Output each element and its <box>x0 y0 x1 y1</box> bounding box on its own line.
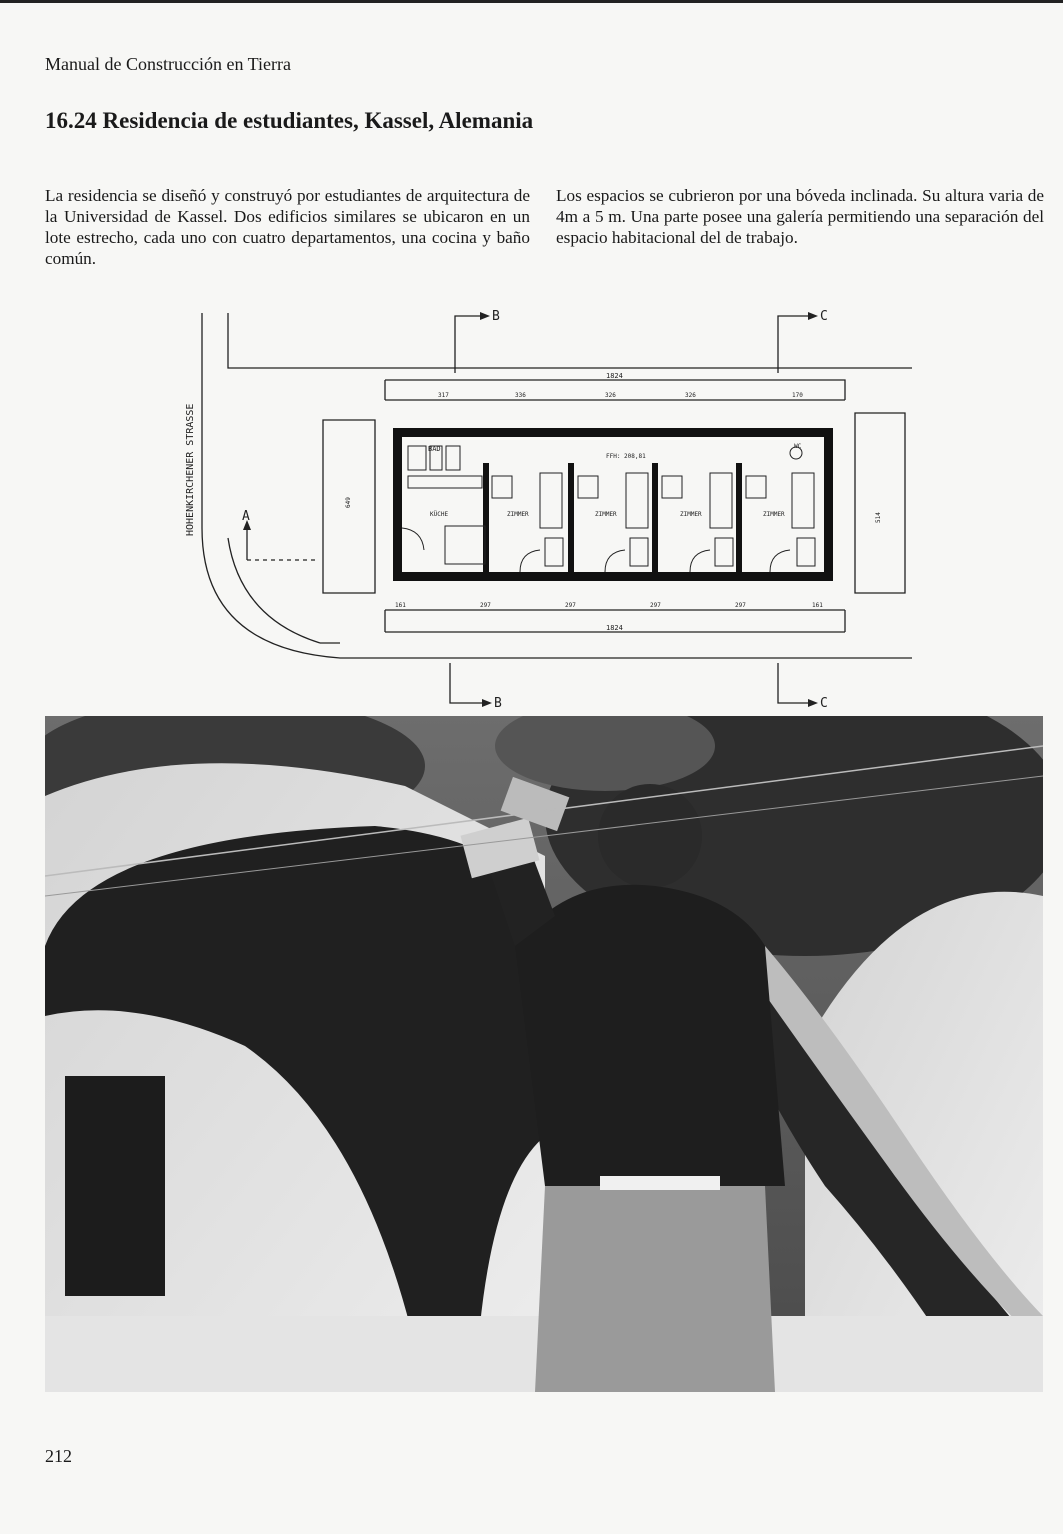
paragraph-left: La residencia se diseñó y construyó por estudiantes de arquitectura de la Universidad de Kassel. Dos edificios similares se ubicaron en un lote estrecho, cada uno con cuatro departamentos, una cocina y baño común. <box>45 186 530 268</box>
room-label-zimmer-3: ZIMMER <box>680 511 702 518</box>
bottom-dim-6: 161 <box>812 602 823 609</box>
room-label-zimmer-1: ZIMMER <box>507 511 529 518</box>
top-rule <box>0 0 1063 3</box>
overall-dim-top: 1824 <box>606 372 623 380</box>
top-dim-5: 170 <box>792 392 803 399</box>
floor-level-label: FFH: 208,81 <box>606 453 646 460</box>
section-a-label: A <box>242 509 250 524</box>
bottom-dim-5: 297 <box>735 602 746 609</box>
bottom-dim-3: 297 <box>565 602 576 609</box>
room-label-zimmer-2: ZIMMER <box>595 511 617 518</box>
floor-plan-drawing <box>180 298 915 718</box>
paragraph-right: Los espacios se cubrieron por una bóveda inclinada. Su altura varia de 4m a 5 m. Una parte posee una galería permitiendo una separación del espacio habitacional del de trabajo. <box>556 186 1044 247</box>
section-c-label-top: C <box>820 309 828 324</box>
overall-dim-bottom: 1824 <box>606 624 623 632</box>
running-header: Manual de Construcción en Tierra <box>45 54 291 74</box>
section-title: 16.24 Residencia de estudiantes, Kassel, Alemania <box>45 108 534 133</box>
side-dim-left: 649 <box>345 497 352 508</box>
bottom-dim-1: 161 <box>395 602 406 609</box>
side-dim-right: 514 <box>875 512 882 523</box>
room-label-kuche: KÜCHE <box>430 511 449 518</box>
page-number: 212 <box>45 1446 72 1466</box>
room-label-bad: BAD <box>428 445 441 453</box>
top-dim-3: 326 <box>605 392 616 399</box>
section-c-label-bottom: C <box>820 696 828 711</box>
section-b-label-top: B <box>492 309 500 324</box>
construction-photo <box>45 716 1043 1392</box>
street-label: HOHENKIRCHENER STRASSE <box>185 403 196 536</box>
top-dim-2: 336 <box>515 392 526 399</box>
room-label-wc: WC <box>794 443 802 450</box>
top-dim-4: 326 <box>685 392 696 399</box>
room-label-zimmer-4: ZIMMER <box>763 511 785 518</box>
bottom-dim-2: 297 <box>480 602 491 609</box>
section-b-label-bottom: B <box>494 696 502 711</box>
bottom-dim-4: 297 <box>650 602 661 609</box>
top-dim-1: 317 <box>438 392 449 399</box>
